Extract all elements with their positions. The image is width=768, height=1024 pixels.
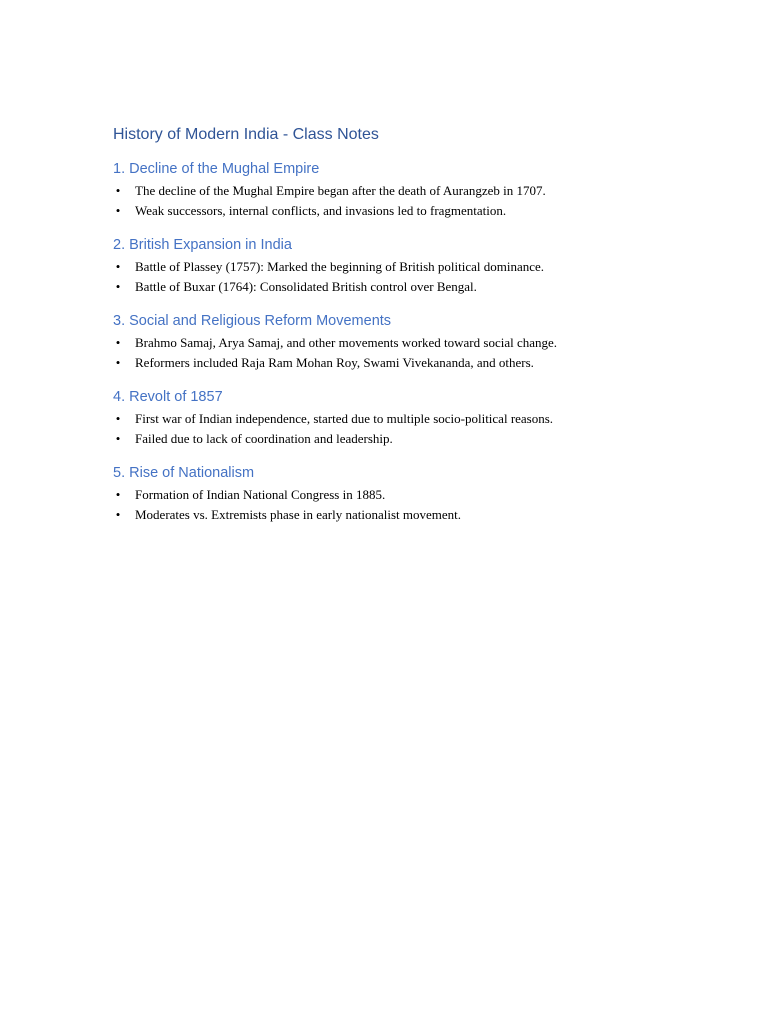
list-item (113, 429, 768, 449)
section-revolt-1857 (113, 387, 768, 448)
list-item (113, 353, 768, 373)
list-item (113, 277, 768, 297)
list-item (113, 409, 768, 429)
section-mughal-decline (113, 159, 768, 220)
list-item-text: Battle of Plassey (1757): Marked the beginning of British political dominance. (135, 259, 545, 274)
bullet-list (113, 333, 768, 372)
bullet-icon: • (115, 183, 121, 198)
document-title: History of Modern India - Class Notes (113, 126, 379, 143)
bullet-list (113, 485, 768, 524)
list-item (113, 333, 768, 353)
section-rise-of-nationalism (113, 463, 768, 524)
list-item-text: First war of Indian independence, started due to multiple socio-political reasons. (135, 411, 554, 426)
section-british-expansion (113, 235, 768, 296)
bullet-icon: • (115, 202, 121, 218)
list-item-text: Reformers included Raja Ram Mohan Roy, Swami Vivekananda, and others. (135, 354, 534, 370)
list-item-text: Battle of Buxar (1764): Consolidated British control over Bengal. (135, 278, 477, 294)
list-item (113, 201, 768, 221)
list-item-text: Formation of Indian National Congress in 1885. (135, 487, 386, 502)
bullet-icon: • (115, 487, 121, 502)
section-heading: 4. Revolt of 1857 (113, 389, 223, 405)
bullet-icon: • (115, 335, 121, 350)
list-item-text: The decline of the Mughal Empire began after the death of Aurangzeb in 1707. (135, 183, 546, 198)
list-item (113, 181, 768, 201)
bullet-icon: • (115, 430, 121, 446)
list-item (113, 257, 768, 277)
list-item-text: Moderates vs. Extremists phase in early nationalist movement. (135, 506, 462, 522)
bullet-list (113, 257, 768, 296)
section-heading: 5. Rise of Nationalism (113, 465, 255, 481)
list-item-text: Failed due to lack of coordination and leadership. (135, 430, 393, 446)
section-heading: 1. Decline of the Mughal Empire (113, 161, 320, 177)
section-heading: 3. Social and Religious Reform Movements (113, 313, 392, 329)
bullet-list (113, 409, 768, 448)
bullet-icon: • (115, 506, 121, 522)
bullet-list (113, 181, 768, 220)
bullet-icon: • (115, 354, 121, 370)
section-reform-movements (113, 311, 768, 372)
list-item (113, 485, 768, 505)
bullet-icon: • (115, 411, 121, 426)
list-item (113, 505, 768, 525)
list-item-text: Weak successors, internal conflicts, and invasions led to fragmentation. (135, 202, 507, 218)
list-item-text: Brahmo Samaj, Arya Samaj, and other movements worked toward social change. (135, 335, 558, 350)
section-heading: 2. British Expansion in India (113, 237, 292, 253)
bullet-icon: • (115, 259, 121, 274)
bullet-icon: • (115, 278, 121, 294)
